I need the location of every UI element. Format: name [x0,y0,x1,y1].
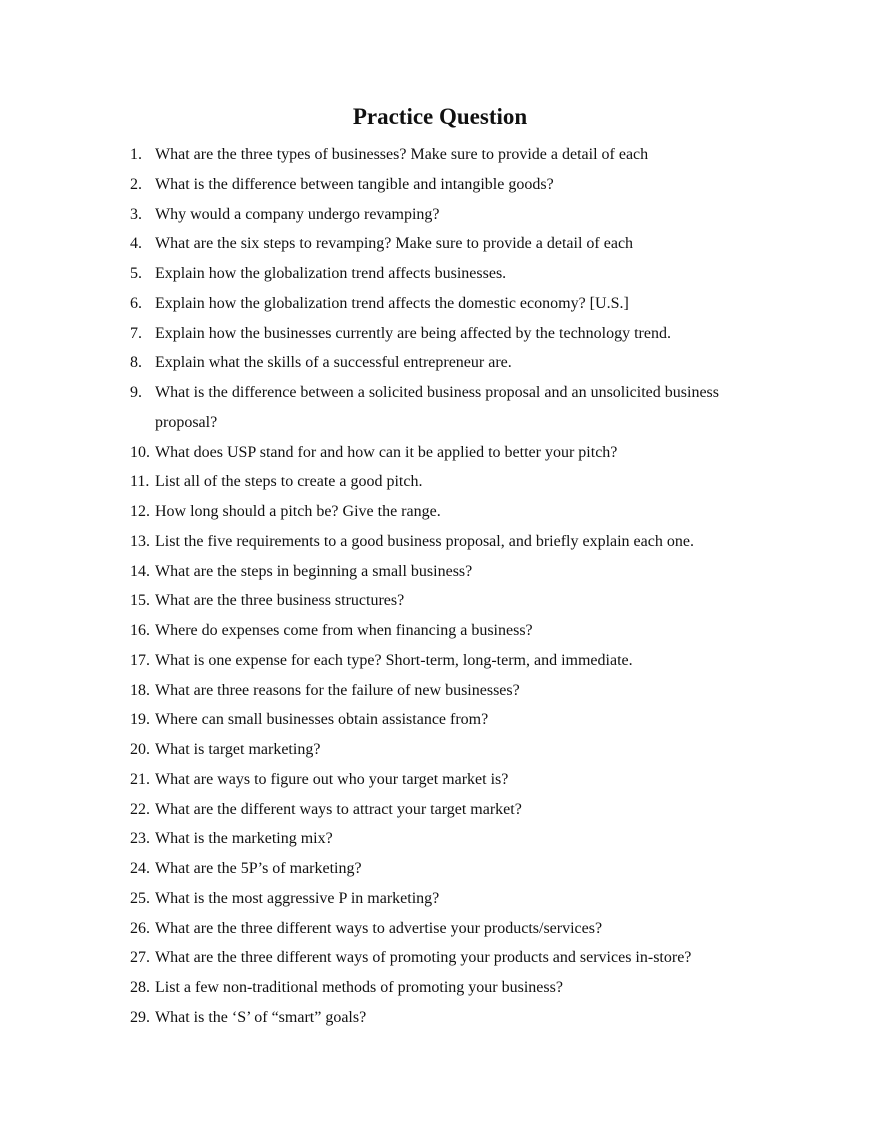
question-number: 8. [130,354,142,372]
question-text: What is the ‘S’ of “smart” goals? [155,1008,367,1026]
question-item [130,200,770,230]
question-item [130,319,770,349]
question-text: What is the difference between a solicited business proposal and an unsolicited business proposal? [155,384,719,431]
question-number: 29. [130,1008,150,1026]
question-number: 11. [130,473,150,491]
question-item [130,705,770,735]
question-number: 15. [130,592,150,610]
question-number: 27. [130,949,150,967]
question-text: What is the difference between tangible and intangible goods? [155,175,554,193]
question-text: What is the most aggressive P in marketing? [155,889,440,907]
question-text: What are the three types of businesses? Make sure to provide a detail of each [155,146,649,163]
question-number: 14. [130,562,150,580]
question-item [130,467,770,497]
question-item [130,646,770,676]
question-text: List a few non-traditional methods of promoting your business? [155,979,563,996]
question-number: 24. [130,860,150,877]
question-text: Explain how the globalization trend affects the domestic economy? [U.S.] [155,294,629,312]
question-number: 9. [130,384,142,401]
question-text: How long should a pitch be? Give the range. [155,503,441,520]
question-number: 2. [130,175,142,193]
question-number: 18. [130,681,150,699]
question-text: What are the steps in beginning a small business? [155,562,473,580]
question-number: 22. [130,800,150,818]
question-text: What are the 5P’s of marketing? [155,860,362,877]
question-item [130,289,770,319]
question-item [130,884,770,914]
question-item [130,229,770,259]
question-item [130,497,770,527]
question-item [130,914,770,944]
question-item [130,1003,770,1033]
question-number: 3. [130,205,142,223]
page-title: Practice Question [352,104,528,129]
question-item [130,616,770,646]
question-text: Where do expenses come from when financing a business? [155,622,533,639]
question-text: What are the three different ways to advertise your products/services? [155,919,603,937]
question-text: Where can small businesses obtain assistance from? [155,711,489,729]
question-text: What are the six steps to revamping? Make sure to provide a detail of each [155,235,634,253]
question-item [130,348,770,378]
question-text: What are the three different ways of promoting your products and services in-store? [155,949,692,967]
question-item [130,765,770,795]
question-number: 26. [130,919,150,937]
question-text: What are the three business structures? [155,592,405,610]
question-number: 21. [130,770,150,788]
question-number: 28. [130,979,150,996]
question-number: 10. [130,443,150,461]
question-number: 25. [130,889,150,907]
question-item [130,795,770,825]
question-text: What is one expense for each type? Short-term, long-term, and immediate. [155,651,633,669]
question-item [130,735,770,765]
question-number: 20. [130,741,150,758]
question-text: What is the marketing mix? [155,830,333,848]
question-number: 17. [130,651,150,669]
question-text: What are the different ways to attract your target market? [155,800,522,818]
question-list [130,140,770,1033]
question-item [130,259,770,289]
question-text: What is target marketing? [155,741,321,758]
question-number: 16. [130,622,150,639]
question-number: 19. [130,711,150,729]
question-item [130,676,770,706]
question-number: 4. [130,235,142,253]
question-text: List the five requirements to a good business proposal, and briefly explain each one. [155,532,694,550]
question-item [130,438,770,468]
question-item [130,854,770,884]
question-item [130,943,770,973]
question-item [130,170,770,200]
question-number: 5. [130,265,142,282]
question-text: List all of the steps to create a good pitch. [155,473,423,491]
question-item [130,140,770,170]
question-number: 1. [130,146,142,163]
question-number: 12. [130,503,150,520]
question-text: Explain what the skills of a successful entrepreneur are. [155,354,512,372]
question-item [130,378,770,438]
question-item [130,557,770,587]
question-text: What does USP stand for and how can it be applied to better your pitch? [155,443,618,461]
question-text: Why would a company undergo revamping? [155,205,440,223]
question-number: 7. [130,324,142,342]
question-number: 13. [130,532,150,550]
question-item [130,586,770,616]
question-text: Explain how the businesses currently are being affected by the technology trend. [155,324,671,342]
question-text: What are ways to figure out who your target market is? [155,770,509,788]
question-item [130,527,770,557]
question-number: 23. [130,830,150,848]
question-item [130,824,770,854]
question-item [130,973,770,1003]
question-text: What are three reasons for the failure of new businesses? [155,681,520,699]
question-text: Explain how the globalization trend affects businesses. [155,265,507,282]
question-number: 6. [130,294,142,312]
